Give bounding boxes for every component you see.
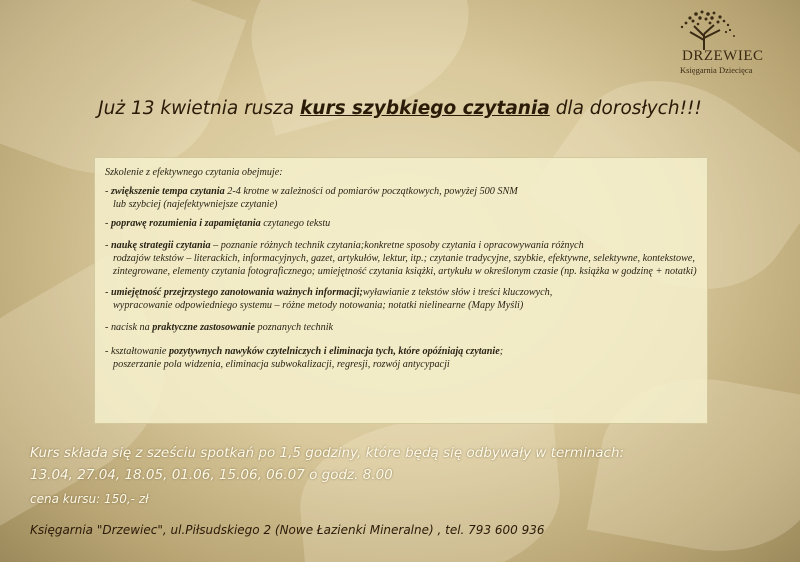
headline-after: dla dorosłych!!! (549, 98, 702, 119)
item-bold: naukę strategii czytania (110, 240, 211, 251)
item-continuation: rodzajów tekstów – literackich, informacyjnych, gazet, artykułów, lektur, itp.; czytanie tradycyjne, szybkie, efektywne, selektywne, kontekstowe, zintegrowane, elementy czytania fotograficznego; umiejętność czytania książki, artykułu w określonym czasie (np. książka w godzinę + notatki) (113, 253, 697, 277)
box-intro: Szkolenie z efektywnego czytania obejmuje: (105, 167, 283, 178)
drzewiec-logo (668, 8, 790, 74)
item-continuation: wypracowanie odpowiedniego systemu – różne metody notowania; notatki nielinearne (Mapy Myśli) (113, 300, 524, 311)
item-lead: - kształtowanie (105, 346, 169, 357)
item-lead: - (105, 218, 111, 229)
logo-brand: DRZEWIEC (682, 48, 764, 64)
bookstore-contact: Księgarnia "Drzewiec", ul.Piłsudskiego 2 (Nowe Łazienki Mineralne) , tel. 793 600 936 (30, 523, 545, 537)
item-rest: poznanych technik (254, 322, 334, 333)
tree-icon (672, 8, 742, 50)
item-lead: - nacisk na (105, 322, 153, 333)
headline-before: Już 13 kwietnia rusza (98, 98, 300, 119)
course-schedule-intro: Kurs składa się z sześciu spotkań po 1,5 godziny, które będą się odbywały w terminach: (30, 445, 625, 461)
list-item (105, 239, 697, 278)
item-bold: pozytywnych nawyków czytelniczych i eliminacja tych, które opóźniają czytanie (168, 346, 500, 357)
item-continuation: poszerzanie pola widzenia, eliminacja subwokalizacji, regresji, rozwój antycypacji (113, 359, 450, 370)
item-continuation: lub szybciej (najefektywniejsze czytanie) (113, 199, 278, 210)
item-bold: umiejętność przejrzystego zanotowania ważnych informacji; (110, 287, 363, 298)
item-lead: - (105, 186, 111, 197)
item-lead: - (105, 287, 111, 298)
list-item (105, 286, 697, 312)
list-item (105, 345, 697, 371)
item-lead: - (105, 240, 111, 251)
item-rest: czytanego tekstu (260, 218, 331, 229)
item-bold: praktyczne zastosowanie (152, 322, 255, 333)
course-dates: 13.04, 27.04, 18.05, 01.06, 15.06, 06.07 o godz. 8.00 (30, 467, 393, 483)
item-rest: 2-4 krotne w zależności od pomiarów początkowych, powyżej 500 SNM (224, 186, 518, 197)
course-content-box (94, 157, 708, 424)
item-rest: ; (499, 346, 504, 357)
item-bold: poprawę rozumienia i zapamiętania (110, 218, 261, 229)
list-item (105, 185, 697, 211)
item-rest: – poznanie różnych technik czytania;konkretne sposoby czytania i opracowywania różnych (210, 240, 584, 251)
course-price: cena kursu: 150,- zł (30, 492, 149, 506)
item-rest: wyławianie z tekstów słów i treści kluczowych, (362, 287, 553, 298)
item-bold: zwiększenie tempa czytania (110, 186, 225, 197)
logo-subtitle: Księgarnia Dziecięca (680, 65, 753, 75)
list-item (105, 217, 697, 230)
background-leaf (294, 409, 567, 562)
headline (0, 98, 800, 119)
headline-highlight: kurs szybkiego czytania (299, 98, 550, 119)
list-item (105, 321, 697, 334)
